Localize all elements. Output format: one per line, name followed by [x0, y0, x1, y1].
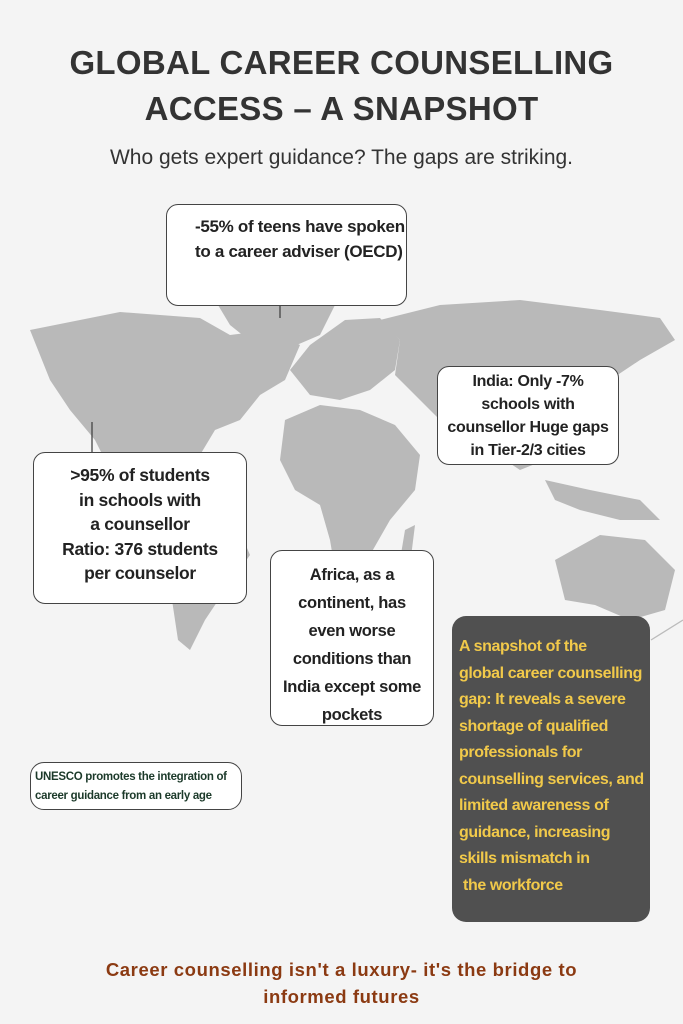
usa-line: >95% of students — [70, 465, 210, 485]
callout-unesco — [30, 762, 242, 810]
summary-line: the workforce — [459, 876, 563, 894]
usa-line: in schools with — [79, 489, 201, 510]
australia — [555, 535, 675, 620]
summary-line: limited awareness of — [459, 797, 609, 814]
unesco-line: UNESCO promotes the integration of — [35, 771, 227, 783]
summary-line: professionals for — [459, 744, 583, 761]
summary-line: guidance, increasing — [459, 823, 611, 841]
callout-india — [437, 366, 619, 465]
india-line: schools with — [481, 396, 575, 413]
callout-usa — [33, 452, 247, 604]
africa-line: Africa, as a — [309, 566, 395, 584]
africa-line: conditions than — [292, 650, 412, 668]
southeast-asia — [545, 480, 660, 520]
africa-line: India except some — [283, 678, 421, 696]
summary-line: skills mismatch in — [459, 850, 590, 867]
title-line-1: GLOBAL CAREER COUNSELLING — [69, 44, 614, 81]
footer-line-1: Career counselling isn't a luxury- it's the bridge to — [105, 959, 578, 980]
footer-tagline — [0, 956, 683, 1010]
summary-pointer — [651, 620, 683, 640]
callout-africa — [270, 550, 434, 726]
summary-line: A snapshot of the — [459, 638, 587, 655]
india-line: India: Only -7% — [472, 373, 584, 390]
summary-box — [452, 616, 650, 922]
summary-line: shortage of qualified — [459, 717, 608, 735]
india-line: in Tier-2/3 cities — [470, 442, 586, 459]
callout-oecd-text: -55% of teens have spoken to a career adviser (OECD) — [195, 217, 405, 261]
africa-line: continent, has — [298, 594, 406, 612]
summary-line: counselling services, and — [459, 770, 644, 788]
summary-line: global career counselling — [459, 664, 642, 682]
subtitle: Who gets expert guidance? The gaps are striking. — [109, 146, 574, 169]
footer-line-2: informed futures — [263, 986, 420, 1007]
india-line: counsellor Huge gaps — [447, 419, 609, 436]
africa-line: pockets — [321, 706, 383, 724]
usa-line: Ratio: 376 students — [62, 538, 218, 559]
africa-line: even worse — [308, 622, 396, 640]
unesco-line: career guidance from an early age — [35, 790, 212, 802]
usa-line: a counsellor — [90, 514, 190, 534]
title-line-2: ACCESS – A SNAPSHOT — [144, 90, 539, 127]
callout-oecd — [166, 204, 407, 306]
usa-line: per counselor — [84, 563, 196, 583]
summary-line: gap: It reveals a severe — [459, 691, 626, 708]
